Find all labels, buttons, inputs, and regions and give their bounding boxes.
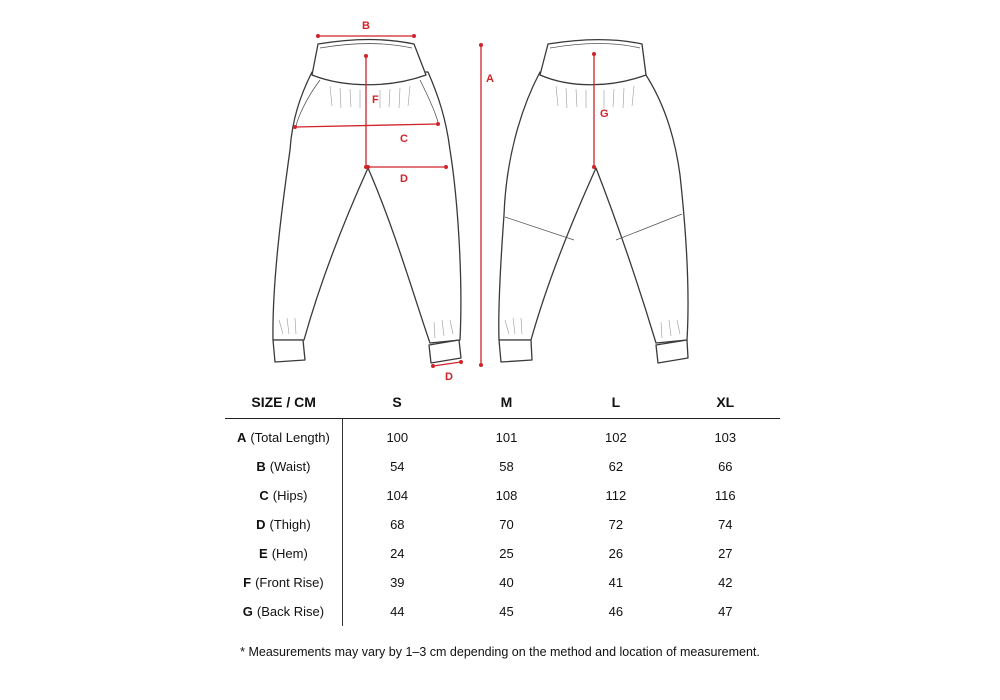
measurement-label: (Back Rise) bbox=[256, 604, 325, 619]
value-cell: 26 bbox=[608, 546, 624, 561]
label-f: F bbox=[372, 94, 379, 106]
value-cell: 74 bbox=[718, 517, 733, 532]
back-left-cuff bbox=[499, 340, 532, 362]
measurement-label: (Waist) bbox=[269, 459, 311, 474]
size-header-l: L bbox=[561, 386, 670, 419]
measurement-name bbox=[225, 597, 342, 626]
value-cell: 27 bbox=[718, 546, 733, 561]
front-view bbox=[273, 40, 461, 364]
size-header-s: S bbox=[342, 386, 452, 419]
measurement-name bbox=[225, 452, 342, 481]
label-a: A bbox=[486, 73, 494, 85]
measurement-name bbox=[225, 481, 342, 510]
value-cell: 66 bbox=[718, 459, 733, 474]
measurement-label: (Hem) bbox=[271, 546, 308, 561]
label-d: D bbox=[400, 173, 408, 185]
value-cell: 70 bbox=[499, 517, 514, 532]
measurement-code: C bbox=[259, 488, 269, 503]
measurement-code: D bbox=[256, 517, 266, 532]
table-row bbox=[225, 568, 780, 597]
measurement-label: (Total Length) bbox=[250, 430, 330, 445]
table-row bbox=[225, 481, 780, 510]
value-cell: 100 bbox=[386, 430, 409, 445]
measurement-name bbox=[225, 539, 342, 568]
value-cell: 103 bbox=[714, 430, 737, 445]
value-cell: 40 bbox=[499, 575, 514, 590]
value-cell: 72 bbox=[608, 517, 624, 532]
label-d-hem: D bbox=[445, 371, 453, 383]
measurement-label: (Hips) bbox=[272, 488, 308, 503]
value-cell: 47 bbox=[718, 604, 733, 619]
measurement-label: (Thigh) bbox=[269, 517, 311, 532]
size-chart-table bbox=[225, 386, 780, 626]
value-cell: 46 bbox=[608, 604, 624, 619]
value-cell: 58 bbox=[499, 459, 514, 474]
value-cell: 116 bbox=[714, 488, 736, 503]
value-cell: 39 bbox=[390, 575, 405, 590]
table-header-row bbox=[225, 386, 780, 419]
value-cell: 112 bbox=[605, 488, 627, 503]
measurement-code: A bbox=[236, 430, 247, 445]
value-cell: 101 bbox=[495, 430, 518, 445]
measurement-name bbox=[225, 510, 342, 539]
front-right-cuff bbox=[429, 340, 461, 363]
measurement-code: F bbox=[243, 575, 252, 590]
label-b: B bbox=[362, 20, 370, 32]
table-row bbox=[225, 419, 780, 453]
value-cell: 62 bbox=[608, 459, 624, 474]
size-header-m: M bbox=[452, 386, 561, 419]
table-row bbox=[225, 539, 780, 568]
value-cell: 42 bbox=[718, 575, 733, 590]
value-cell: 102 bbox=[605, 430, 627, 445]
table-row bbox=[225, 452, 780, 481]
value-cell: 44 bbox=[390, 604, 405, 619]
value-cell: 108 bbox=[495, 488, 518, 503]
size-header-title: SIZE / CM bbox=[225, 386, 342, 419]
value-cell: 54 bbox=[390, 459, 405, 474]
value-cell: 45 bbox=[499, 604, 514, 619]
front-left-cuff bbox=[273, 340, 305, 362]
value-cell: 41 bbox=[608, 575, 624, 590]
table-row bbox=[225, 510, 780, 539]
measurement-name bbox=[225, 568, 342, 597]
size-header-xl: XL bbox=[671, 386, 780, 419]
measurement-code: E bbox=[259, 546, 268, 561]
value-cell: 25 bbox=[499, 546, 514, 561]
back-right-cuff bbox=[656, 340, 688, 363]
value-cell: 24 bbox=[390, 546, 405, 561]
measurement-code: B bbox=[256, 459, 266, 474]
measurement-code: G bbox=[242, 604, 253, 619]
measurement-name bbox=[225, 419, 342, 453]
label-g: G bbox=[600, 108, 609, 120]
measurement-footnote: * Measurements may vary by 1–3 cm depending on the method and location of measurement. bbox=[240, 645, 760, 659]
value-cell: 104 bbox=[386, 488, 409, 503]
table-row bbox=[225, 597, 780, 626]
measurement-label: (Front Rise) bbox=[255, 575, 324, 590]
value-cell: 68 bbox=[390, 517, 405, 532]
label-c: C bbox=[400, 133, 408, 145]
